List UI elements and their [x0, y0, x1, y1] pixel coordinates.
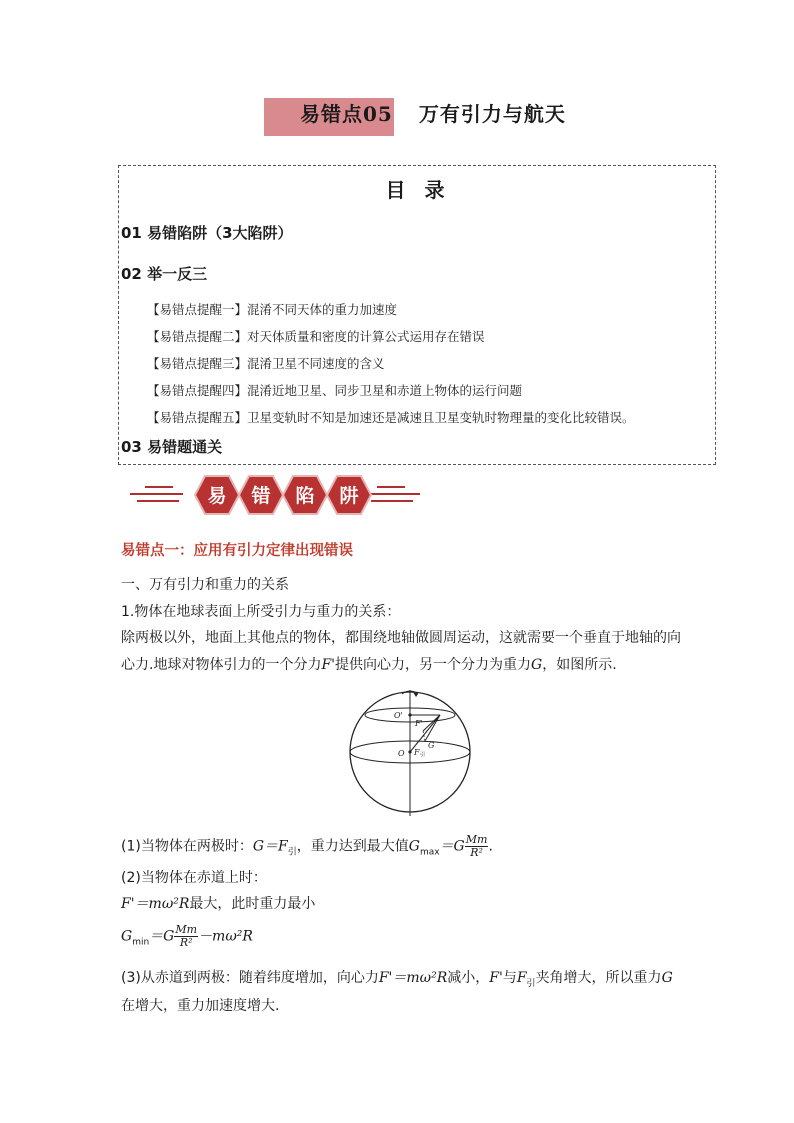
f1-eq: G＝F — [252, 838, 288, 855]
f1-sub: 引 — [287, 847, 297, 858]
toc-section-2[interactable]: 02 举一反三 — [121, 265, 208, 283]
label-g: G — [428, 741, 435, 750]
para2-part-c: ，如图所示. — [542, 657, 617, 673]
symbol-F-prime: F' — [321, 657, 336, 673]
toc-item-2[interactable]: 【易错点提醒二】对天体质量和密度的计算公式运用存在错误 — [147, 329, 485, 344]
label-f-gravity: F — [414, 748, 420, 757]
f3-text: 最大，此时重力最小 — [189, 896, 316, 912]
title-topic: 万有引力与航天 — [418, 102, 566, 126]
page-title — [300, 98, 566, 127]
weight-vector — [425, 715, 440, 741]
formula-line-4 — [121, 924, 253, 952]
banner-char-1: 易 — [207, 485, 227, 507]
frac-num: Mm — [465, 833, 488, 846]
formula-line-1: (1)当物体在两极时：$G=F_引$，重力达到最大值$G_{max}=G$ $\frac{Mm}{\text{R²}}$ . — [121, 833, 493, 859]
fraction-mm-r2 — [465, 834, 489, 859]
paragraph-line-1: 除两极以外，地面上其他点的物体，都围绕地轴做圆周运动，这就需要一个垂直于地轴的向 — [121, 630, 681, 646]
label-f-gravity-sub: 引 — [420, 752, 426, 758]
toc-item-4[interactable]: 【易错点提醒四】混淆近地卫星、同步卫星和赤道上物体的运行问题 — [147, 383, 523, 398]
label-o: O — [398, 749, 405, 758]
gmin-tail: －mω²R — [198, 928, 253, 945]
fraction-mm-r2-2 — [174, 924, 198, 949]
gravity-vector — [423, 715, 440, 731]
f5-g: 引 — [526, 978, 536, 989]
banner-char-2: 错 — [251, 485, 271, 507]
earth-force-diagram — [336, 684, 486, 816]
gmin-symbol: G — [121, 928, 133, 945]
f4-eqG: ＝G — [149, 928, 175, 945]
table-of-contents — [118, 165, 716, 465]
label-f-prime: F' — [415, 719, 423, 728]
f1-eqG: ＝G — [439, 838, 465, 855]
f5-d: F' — [489, 970, 503, 986]
label-o-prime: O' — [394, 711, 403, 720]
f5-a: (3)从赤道到两极：随着纬度增加，向心力 — [121, 970, 379, 986]
formula-line-6: 在增大，重力加速度增大. — [121, 998, 280, 1014]
gmin-sub: min — [132, 937, 150, 948]
banner-right-ornament — [367, 487, 420, 501]
toc-item-5[interactable]: 【易错点提醒五】卫星变轨时不知是加速还是减速且卫星变轨时物理量的变化比较错误。 — [147, 410, 635, 425]
symbol-G: G — [531, 657, 543, 673]
f1-part-d: ，重力达到最大值 — [296, 838, 409, 855]
banner-char-3: 陷 — [295, 485, 315, 507]
title-number: 05 — [363, 102, 393, 126]
subheading-1: 一、万有引力和重力的关系 — [121, 577, 289, 593]
frac-den: R² — [470, 846, 483, 859]
gmax-symbol: G — [408, 838, 420, 855]
para2-part-b: 提供向心力，另一个分力为重力 — [335, 657, 532, 673]
gmax-sub: max — [419, 847, 440, 858]
f5-c: 减小， — [447, 970, 490, 986]
paragraph-line-2 — [121, 655, 617, 675]
f5-b: F'＝mω²R — [378, 970, 448, 986]
toc-heading: 目 录 — [385, 178, 451, 202]
banner-char-4: 阱 — [339, 485, 359, 507]
f5-h: 夹角增大，所以重力 — [535, 970, 662, 986]
frac2-num: Mm — [175, 923, 198, 936]
toc-section-3[interactable]: 03 易错题通关 — [121, 438, 223, 456]
section-heading: 易错点一：应用有引力定律出现错误 — [121, 543, 353, 559]
f1-part-a: (1)当物体在两极时： — [121, 838, 253, 855]
toc-section-1[interactable]: 01 易错陷阱（3大陷阱） — [121, 224, 293, 242]
f5-i: G — [661, 970, 673, 986]
title-label: 易错点 — [300, 102, 363, 126]
toc-item-1[interactable]: 【易错点提醒一】混淆不同天体的重力加速度 — [147, 302, 398, 317]
subheading-2: 1.物体在地球表面上所受引力与重力的关系： — [121, 604, 401, 620]
para2-part-a: 心力.地球对物体引力的一个分力 — [121, 657, 322, 673]
frac2-den: R² — [179, 936, 193, 949]
f3-eq: F'＝mω²R — [121, 896, 190, 912]
formula-line-3 — [121, 894, 315, 914]
f5-e: 与 — [502, 970, 517, 986]
section-banner — [125, 470, 425, 520]
formula-line-5 — [121, 968, 673, 994]
banner-left-ornament — [130, 487, 183, 501]
toc-item-3[interactable]: 【易错点提醒三】混淆卫星不同速度的含义 — [147, 356, 385, 371]
f5-f: F — [516, 970, 527, 986]
formula-line-2: (2)当物体在赤道上时： — [121, 870, 267, 886]
